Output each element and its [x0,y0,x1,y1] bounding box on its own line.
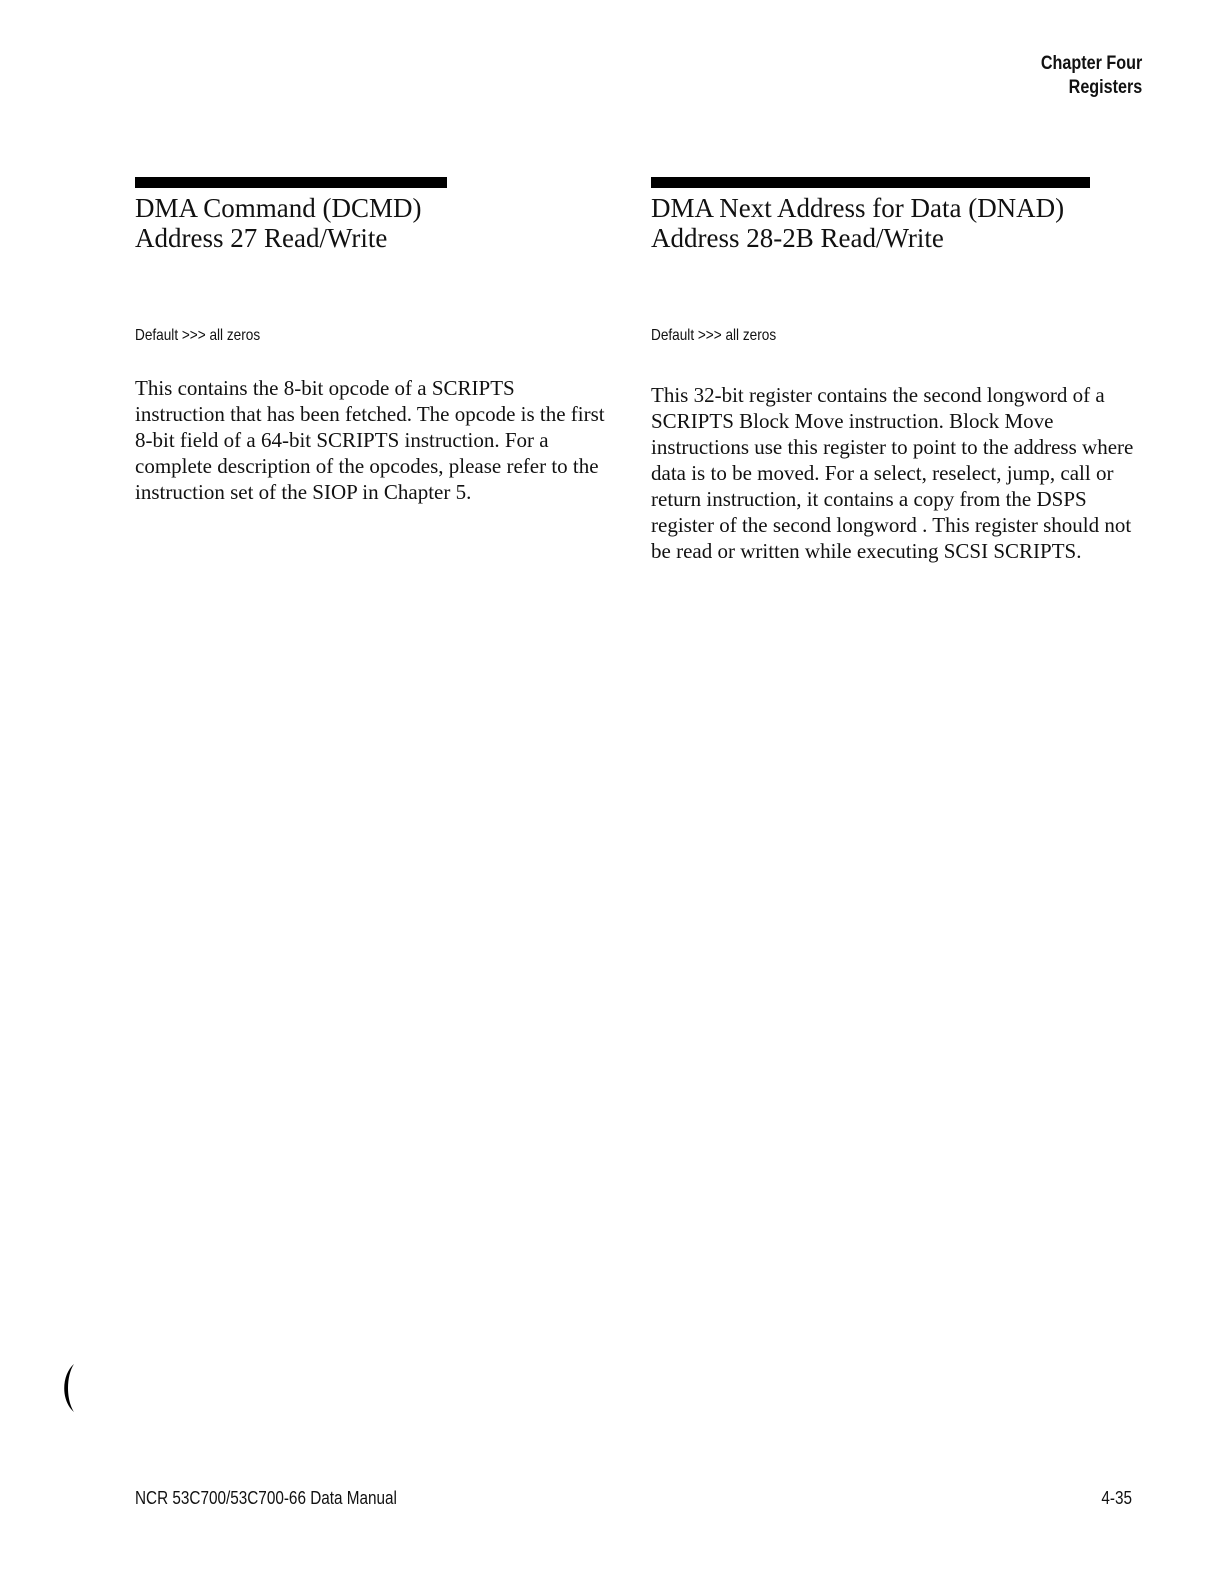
register-description: This 32-bit register contains the second longword of a SCRIPTS Block Move instruction. Block Move instructions use this register to point to the address where data is to be moved. For a select, reselect, jump, call or return instruction, it contains a copy from the DSPS register of the second longword . This register should not be read or written while executing SCSI SCRIPTS. [651,383,1134,563]
chapter-title: Chapter Four [1040,53,1142,74]
section-rule [135,177,447,188]
section-title: Registers [1068,77,1142,98]
chapter-header [1041,52,1142,100]
register-description: This contains the 8-bit opcode of a SCRIPTS instruction that has been fetched. The opcode is the first 8-bit field of a 64-bit SCRIPTS instruction. For a complete description of the opcodes, please refer to the instruction set of the SIOP in Chapter 5. [135,376,605,504]
register-default: Default >>> all zeros [651,327,777,344]
register-title: DMA Next Address for Data (DNAD) [651,193,1065,223]
register-address: Address 27 Read/Write [135,223,388,253]
register-dcmd [135,177,605,505]
register-dnad [651,177,1141,564]
register-address: Address 28-2B Read/Write [651,223,944,253]
register-default: Default >>> all zeros [135,327,261,344]
footer-page-number: 4-35 [1101,1488,1132,1508]
section-rule [651,177,1090,188]
footer-manual-title: NCR 53C700/53C700-66 Data Manual [135,1488,397,1508]
binding-mark [56,1362,78,1414]
register-title: DMA Command (DCMD) [135,193,422,223]
